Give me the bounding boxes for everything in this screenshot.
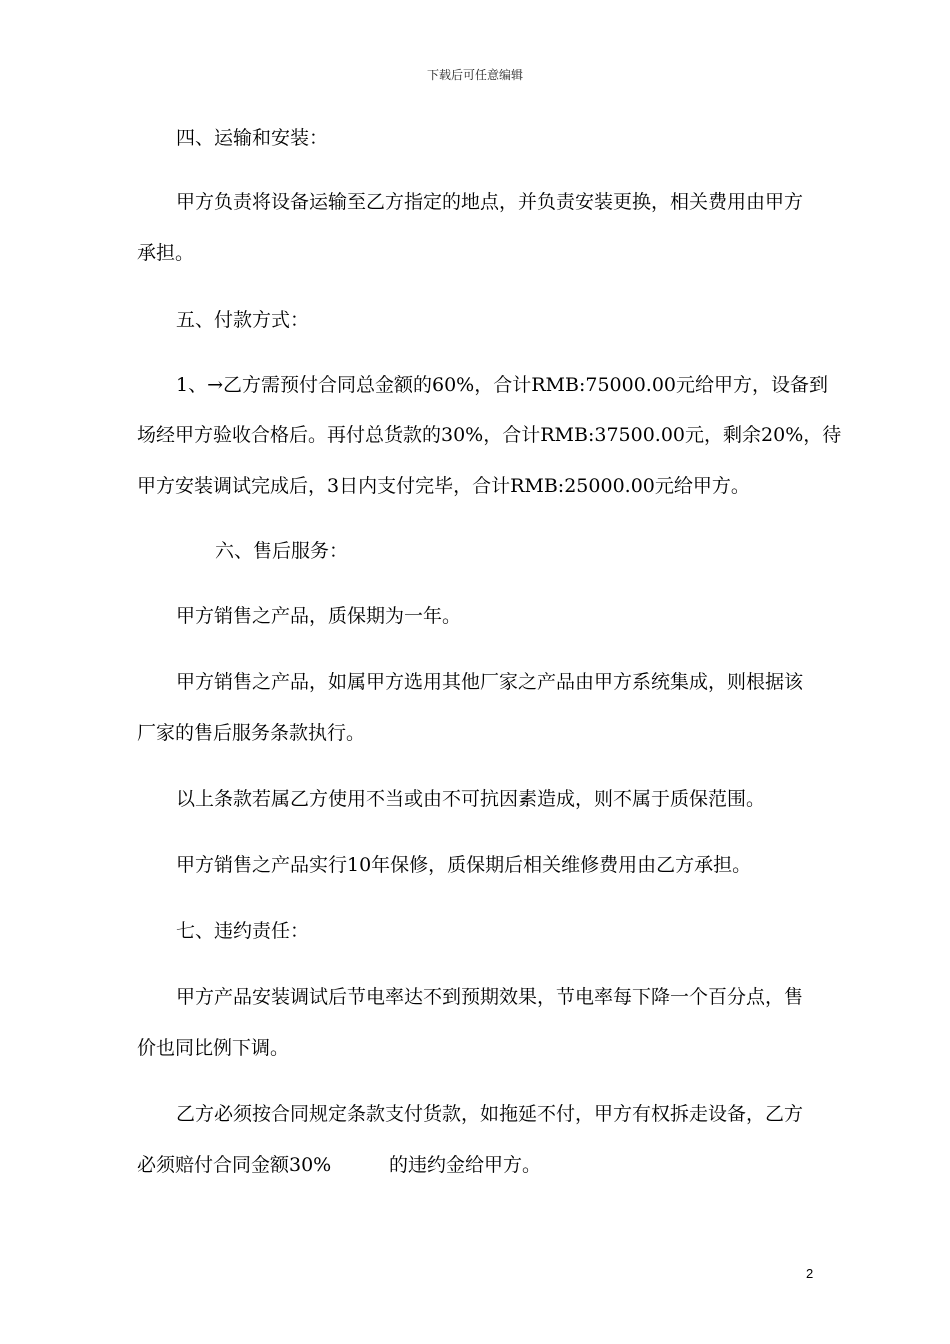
section-7-paragraph-line: 必须赔付合同金额30% [137, 1154, 332, 1176]
section-7-paragraph-line: 甲方产品安装调试后节电率达不到预期效果，节电率每下降一个百分点，售 [176, 986, 804, 1008]
section-6-paragraph: 甲方销售之产品，质保期为一年。 [176, 605, 462, 627]
section-7-paragraph-line: 的违约金给甲方。 [389, 1154, 542, 1176]
section-4-title: 四、运输和安装： [176, 127, 329, 149]
section-5-paragraph-line: 场经甲方验收合格后。再付总货款的30%，合计RMB:37500.00元，剩余20%，待 [137, 424, 842, 446]
section-7-paragraph-line: 乙方必须按合同规定条款支付货款，如拖延不付，甲方有权拆走设备，乙方 [176, 1103, 804, 1125]
section-6-paragraph-line: 厂家的售后服务条款执行。 [137, 722, 366, 744]
section-5-paragraph-line: 甲方安装调试完成后，3日内支付完毕，合计RMB:25000.00元给甲方。 [137, 475, 750, 497]
section-5-title: 五、付款方式： [176, 309, 310, 331]
page-header: 下载后可任意编辑 [426, 68, 523, 82]
section-5-paragraph-line: 1、→乙方需预付合同总金额的60%，合计RMB:75000.00元给甲方，设备到 [176, 374, 829, 396]
section-7-title: 七、违约责任： [176, 920, 310, 942]
section-6-paragraph-line: 甲方销售之产品，如属甲方选用其他厂家之产品由甲方系统集成，则根据该 [176, 671, 804, 693]
section-4-paragraph-line: 甲方负责将设备运输至乙方指定的地点，并负责安装更换，相关费用由甲方 [176, 191, 804, 213]
section-4-paragraph-line: 承担。 [137, 242, 195, 264]
section-6-paragraph: 以上条款若属乙方使用不当或由不可抗因素造成，则不属于质保范围。 [176, 788, 766, 810]
section-6-paragraph: 甲方销售之产品实行10年保修，质保期后相关维修费用由乙方承担。 [176, 854, 752, 876]
page-number: 2 [806, 1266, 814, 1281]
section-6-title: 六、售后服务： [215, 540, 349, 562]
section-7-paragraph-line: 价也同比例下调。 [137, 1037, 290, 1059]
